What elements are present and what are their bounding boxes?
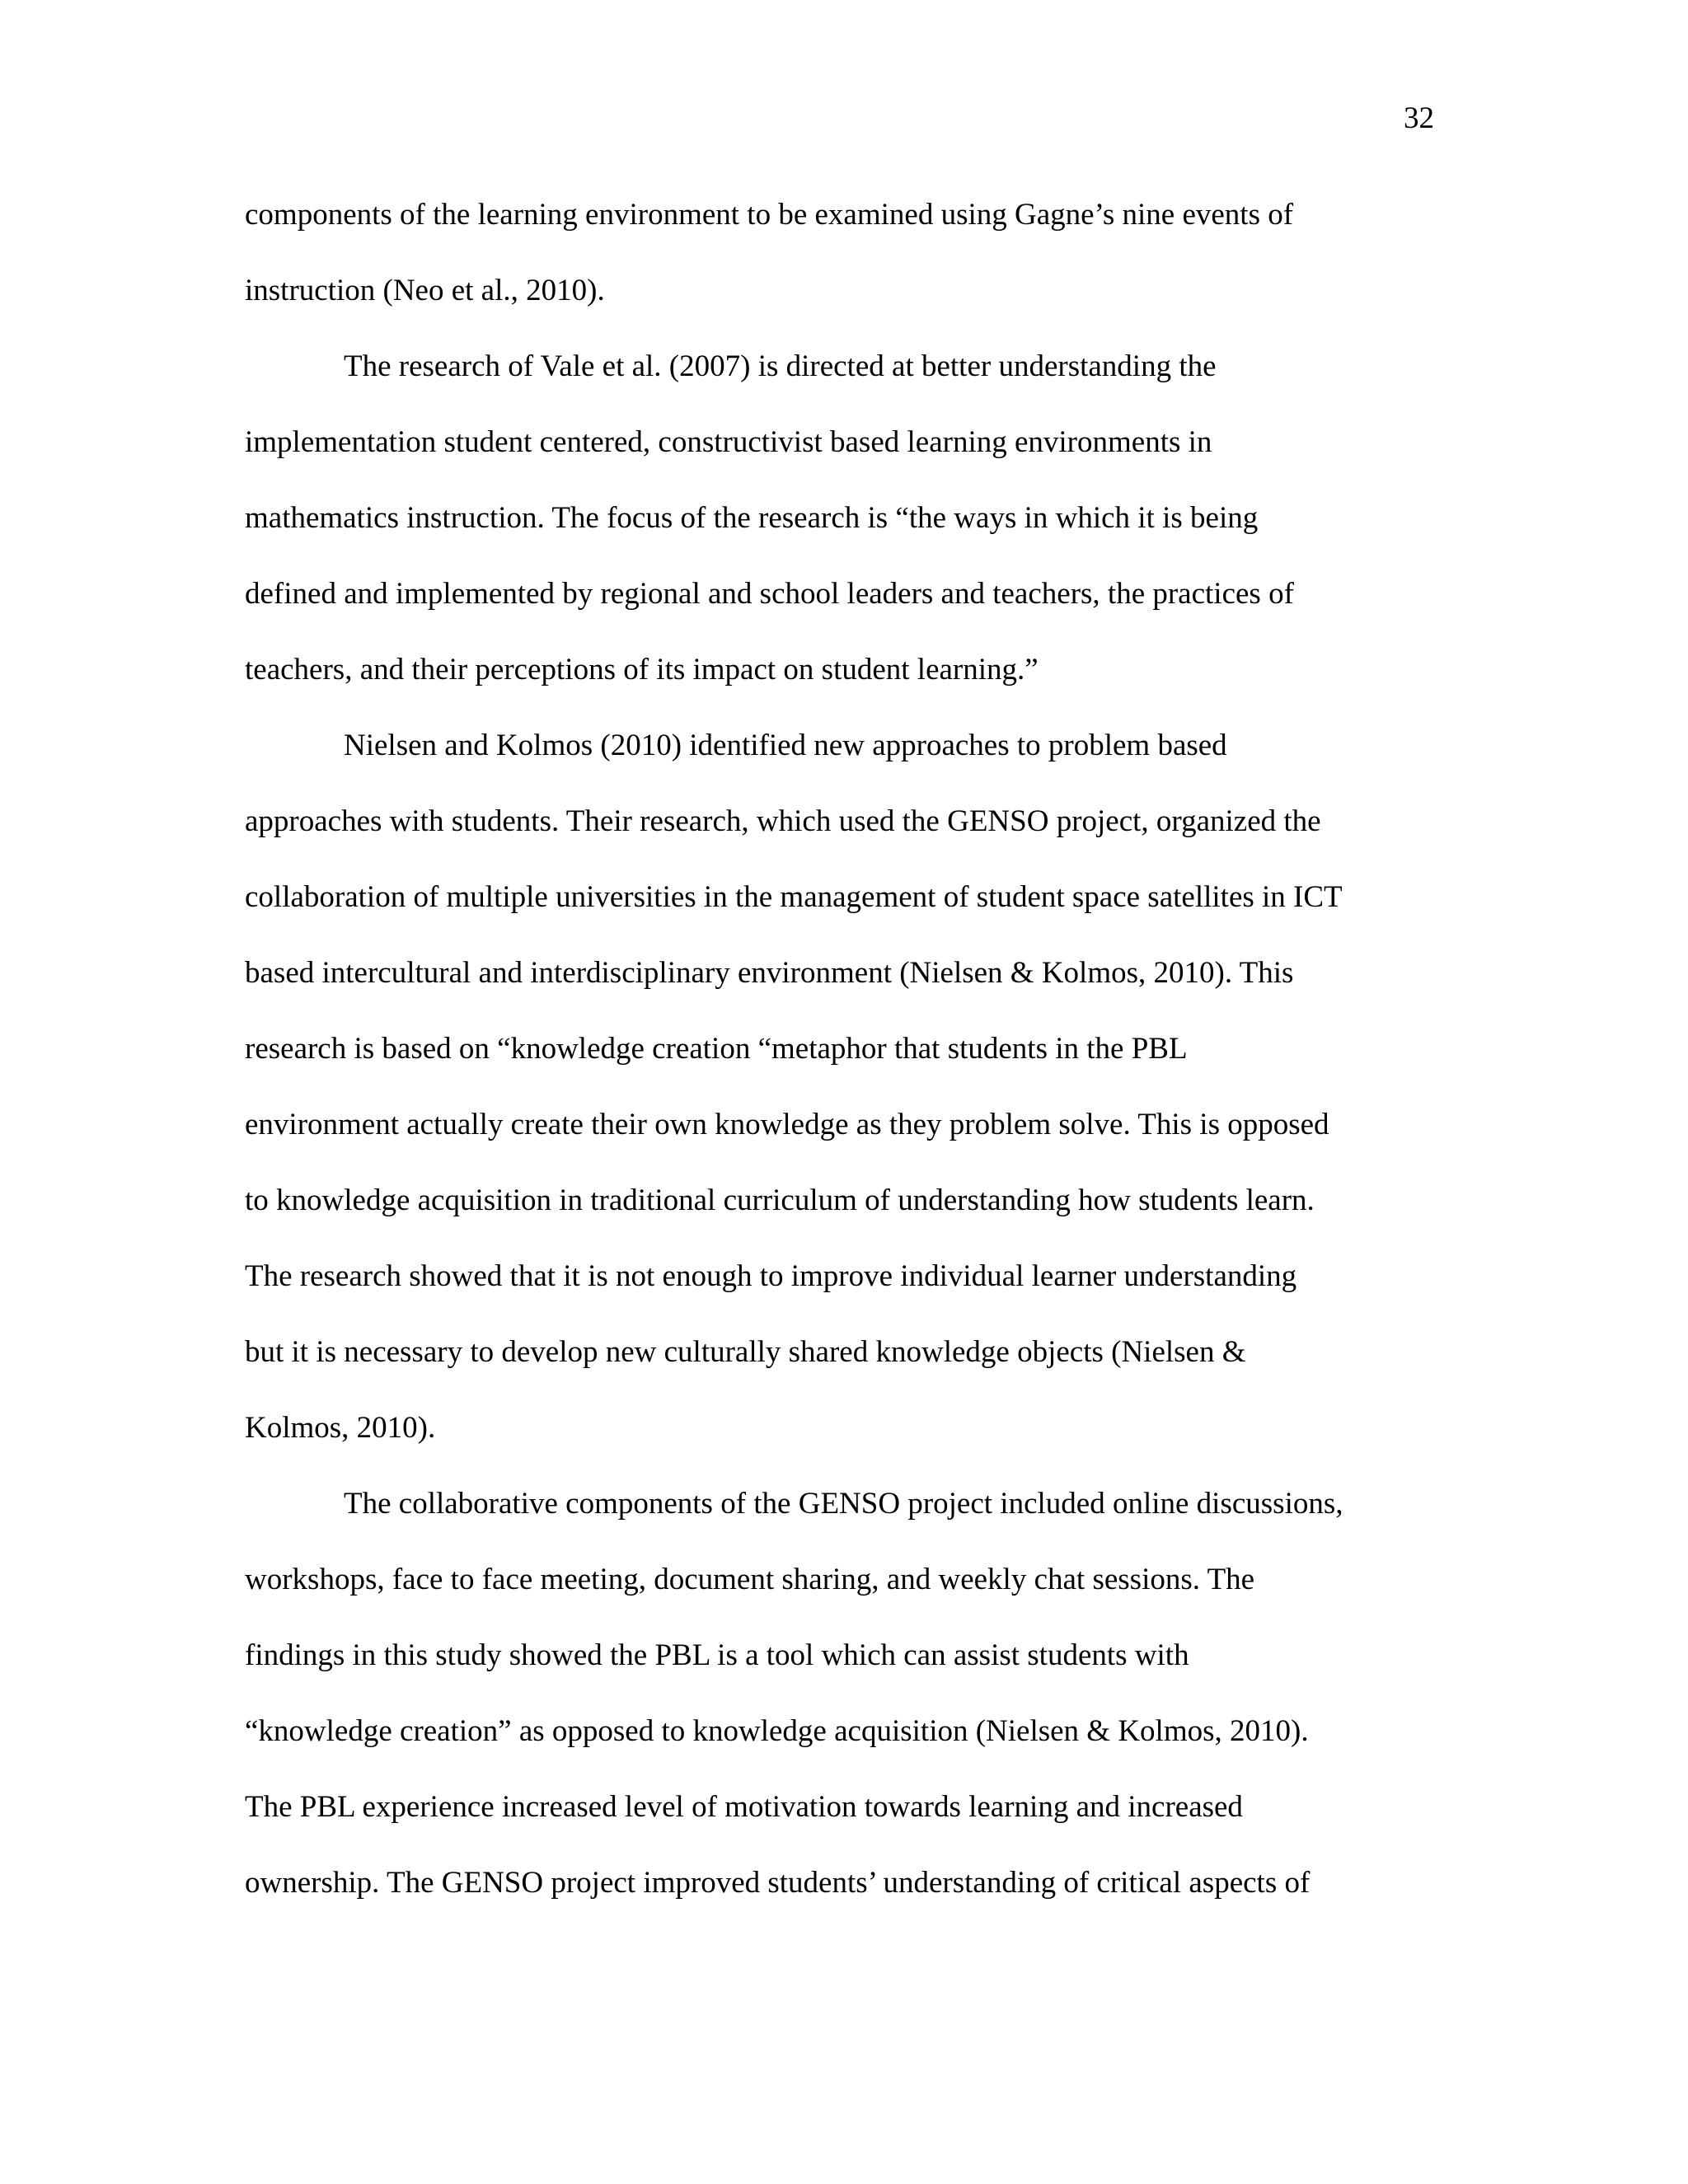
text-line: approaches with students. Their research, which used the GENSO project, organized the: [245, 804, 1321, 838]
text-line: defined and implemented by regional and school leaders and teachers, the practices of: [245, 577, 1294, 611]
text-line: based intercultural and interdisciplinary environment (Nielsen & Kolmos, 2010). This: [245, 956, 1294, 990]
text-line: The collaborative components of the GENSO project included online discussions,: [344, 1487, 1343, 1521]
text-line: Nielsen and Kolmos (2010) identified new approaches to problem based: [344, 729, 1227, 762]
text-line: Kolmos, 2010).: [245, 1411, 436, 1445]
text-line: collaboration of multiple universities in the management of student space satellites in ICT: [245, 880, 1343, 914]
text-line: components of the learning environment to be examined using Gagne’s nine events of: [245, 198, 1294, 232]
text-line: environment actually create their own knowledge as they problem solve. This is opposed: [245, 1108, 1329, 1141]
text-line: “knowledge creation” as opposed to knowledge acquisition (Nielsen & Kolmos, 2010).: [245, 1714, 1309, 1748]
text-line: workshops, face to face meeting, document sharing, and weekly chat sessions. The: [245, 1563, 1255, 1596]
text-line: findings in this study showed the PBL is a tool which can assist students with: [245, 1638, 1189, 1672]
text-line: The research showed that it is not enough to improve individual learner understanding: [245, 1259, 1297, 1293]
text-line: mathematics instruction. The focus of the research is “the ways in which it is being: [245, 501, 1259, 535]
page-number: 32: [1404, 101, 1434, 135]
text-line: The PBL experience increased level of motivation towards learning and increased: [245, 1790, 1243, 1824]
text-line: research is based on “knowledge creation “metaphor that students in the PBL: [245, 1032, 1188, 1066]
text-line: ownership. The GENSO project improved students’ understanding of critical aspects of: [245, 1866, 1311, 1900]
body-text: [245, 194, 1440, 1938]
text-line: teachers, and their perceptions of its impact on student learning.”: [245, 653, 1039, 687]
text-line: The research of Vale et al. (2007) is directed at better understanding the: [344, 349, 1217, 383]
text-line: to knowledge acquisition in traditional curriculum of understanding how students learn.: [245, 1183, 1315, 1217]
text-line: but it is necessary to develop new culturally shared knowledge objects (Nielsen &: [245, 1335, 1246, 1369]
text-line: instruction (Neo et al., 2010).: [245, 274, 605, 307]
text-line: implementation student centered, constructivist based learning environments in: [245, 425, 1212, 459]
